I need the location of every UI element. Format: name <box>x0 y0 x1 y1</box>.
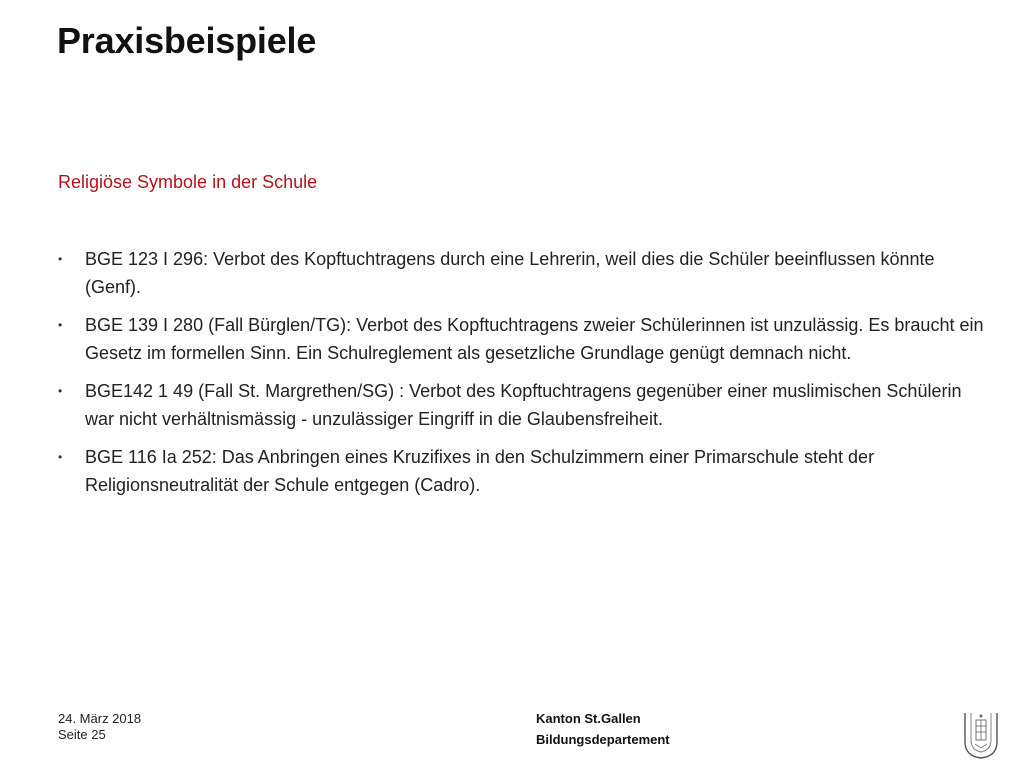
bullet-list <box>58 245 993 509</box>
bullet-icon: • <box>58 384 63 398</box>
footer-meta <box>58 711 141 743</box>
bullet-item <box>58 443 993 499</box>
footer-page-number: Seite 25 <box>58 727 106 742</box>
footer-department: Bildungsdepartement <box>536 732 670 747</box>
bullet-item <box>58 245 993 301</box>
bullet-icon: • <box>58 450 63 464</box>
slide-title: Praxisbeispiele <box>57 20 317 61</box>
bullet-text: BGE 123 I 296: Verbot des Kopftuchtragens durch eine Lehrerin, weil dies die Schüler beeinflussen könnte (Genf). <box>85 249 935 297</box>
footer-org-name: Kanton St.Gallen <box>536 711 641 726</box>
footer-date: 24. März 2018 <box>58 711 142 726</box>
bullet-icon: • <box>58 252 63 266</box>
bullet-text: BGE142 1 49 (Fall St. Margrethen/SG) : Verbot des Kopftuchtragens gegenüber einer muslimischen Schülerin war nicht verhältnismässig - unzulässiger Eingriff in die Glaubensfreiheit. <box>85 381 962 429</box>
bullet-item <box>58 311 993 367</box>
bullet-item <box>58 377 993 433</box>
bullet-icon: • <box>58 318 63 332</box>
bullet-text: BGE 139 I 280 (Fall Bürglen/TG): Verbot des Kopftuchtragens zweier Schülerinnen ist unzulässig. Es braucht ein Gesetz im formellen Sinn. Ein Schulreglement als gesetzliche Grundlage genügt demnach nicht. <box>85 315 984 363</box>
coat-of-arms-icon <box>962 710 1000 760</box>
footer-organization <box>536 708 670 750</box>
slide-subtitle: Religiöse Symbole in der Schule <box>58 172 318 192</box>
bullet-text: BGE 116 Ia 252: Das Anbringen eines Kruzifixes in den Schulzimmern einer Primarschule steht der Religionsneutralität der Schule entgegen (Cadro). <box>85 447 875 495</box>
